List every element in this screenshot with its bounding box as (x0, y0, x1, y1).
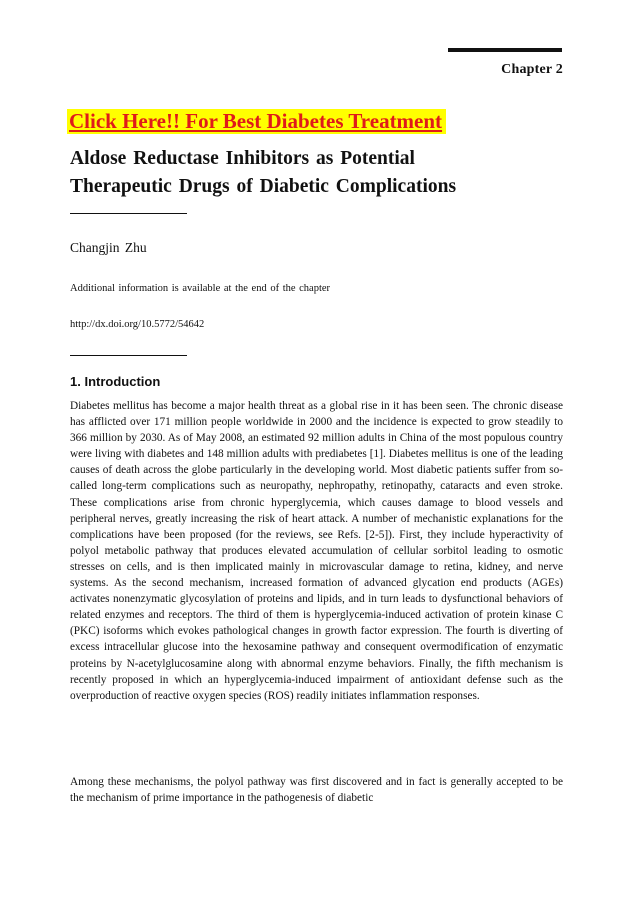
chapter-label: Chapter 2 (501, 62, 563, 77)
section-heading: 1. Introduction (70, 374, 161, 389)
doi-link[interactable]: http://dx.doi.org/10.5772/54642 (70, 319, 205, 330)
promo-link[interactable]: Click Here!! For Best Diabetes Treatment (67, 109, 446, 134)
paragraph-2: Among these mechanisms, the polyol pathway was first discovered and in fact is generally accepted to be the mechanism of prime importance in the pathogenesis of diabetic (70, 776, 563, 805)
header-divider (70, 355, 187, 356)
title-line-2: Therapeutic Drugs of Diabetic Complications (70, 176, 457, 197)
title-line-1: Aldose Reductase Inhibitors as Potential (70, 148, 415, 169)
additional-info: Additional information is available at the end of the chapter (70, 283, 331, 294)
article-title (70, 145, 456, 201)
title-divider (70, 213, 187, 214)
author-name: Changjin Zhu (70, 240, 147, 255)
chapter-rule (448, 48, 562, 52)
paragraph-1: Diabetes mellitus has become a major health threat as a global rise in it has been seen. The chronic disease has afflicted over 171 million people worldwide in 2000 and the incidence is expected to grow steadily to 366 million by 2030. As of May 2008, an estimated 92 million adults in China of the most populous country were living with diabetes and 148 million adults with prediabetes [1]. Diabetes mellitus is one of the leading causes of death across the globe particularly in the developing world. Most diabetic patients suffer from so-called long-term complications such as neuropathy, nephropathy, retinopathy, cataracts and even stroke. These complications arise from chronic hyperglycemia, which causes damage to blood vessels and peripheral nerves, greatly increasing the risk of heart attack. A number of mechanistic explanations for the complications have been proposed (for the reviews, see Refs. [2-5]). First, they include hyperactivity of polyol metabolic pathway that produces elevated accumulation of cellular sorbitol leading to osmotic stresses on cells, and is then implicated mainly in microvascular damage to retina, kidney, and nerve systems. As the second mechanism, increased formation of advanced glycation end products (AGEs) activates nonenzymatic glycosylation of proteins and lipids, and in turn leads to dysfunctional behaviors of related enzymes and receptors. The third of them is hyperglycemia-induced activation of protein kinase C (PKC) isoforms which evokes pathological changes in growth factor expression. The fourth is diverting of excess intracellular glucose into the hexosamine pathway and consequent overmodification of enzymatic proteins by N-acetylglucosamine along with abnormal enzyme behaviors. Finally, the fifth mechanism is recently proposed in which an hyperglycemia-induced impairment of antioxidant defense such as the overproduction of reactive oxygen species (ROS) readily initiates inflammation responses. (70, 400, 563, 702)
